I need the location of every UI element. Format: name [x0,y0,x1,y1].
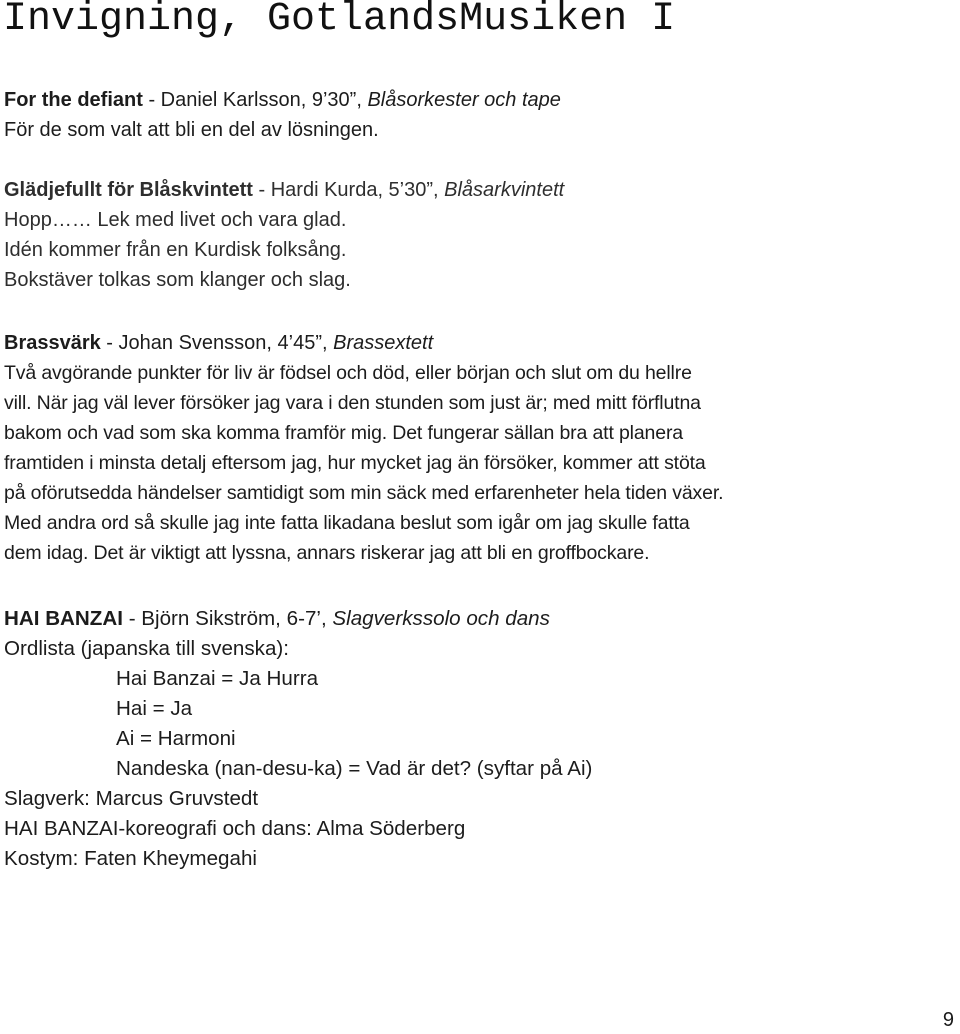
glossary-entry: Hai Banzai = Ja Hurra [116,667,319,690]
piece-description-line: För de som valt att bli en del av lösningen. [4,119,379,141]
piece-heading [4,328,956,358]
piece-description-line: på oförutsedda händelser samtidigt som min säck med erfarenheter hela tiden växer. [4,482,724,504]
piece-heading [4,85,956,115]
credit-line: Slagverk: Marcus Gruvstedt [4,787,259,810]
piece-heading [4,175,956,205]
piece-details: Daniel Karlsson, 9’30”, [160,89,368,111]
piece-name: Glädjefullt för Blåskvintett [4,179,253,201]
credit-line: Kostym: Faten Kheymegahi [4,847,257,870]
glossary-entry: Ai = Harmoni [116,727,236,750]
piece-for-the-defiant [4,85,956,145]
piece-separator: - [252,179,271,201]
piece-description-line: vill. När jag väl lever försöker jag vara i den stunden som just är; med mitt förflutna [4,392,701,414]
glossary-heading: Ordlista (japanska till svenska): [4,637,289,660]
glossary-entry: Nandeska (nan-desu-ka) = Vad är det? (syftar på Ai) [116,757,593,780]
piece-description-line: Bokstäver tolkas som klanger och slag. [4,269,351,291]
piece-separator: - [122,607,142,630]
piece-description-line: framtiden i minsta detalj eftersom jag, hur mycket jag än försöker, kommer att stöta [4,452,706,474]
piece-instrumentation: Blåsarkvintett [444,179,565,201]
piece-name: For the defiant [4,89,143,111]
piece-details: Johan Svensson, 4’45”, [118,332,334,354]
piece-brassvark [4,328,956,568]
piece-instrumentation: Brassextett [333,332,434,354]
page-number: 9 [942,1009,954,1031]
piece-instrumentation: Blåsorkester och tape [367,89,561,111]
piece-separator: - [100,332,119,354]
piece-details: Hardi Kurda, 5’30”, [270,179,445,201]
piece-description-line: bakom och vad som ska komma framför mig. Det fungerar sällan bra att planera [4,422,683,444]
piece-details: Björn Sikström, 6-7’, [141,607,333,630]
page-title: Invigning, GotlandsMusiken I [3,0,676,42]
piece-heading [4,604,956,634]
piece-separator: - [142,89,161,111]
piece-gladjefullt [4,175,956,295]
piece-description-line: dem idag. Det är viktigt att lyssna, annars riskerar jag att bli en groffbockare. [4,542,650,564]
piece-description-line: Hopp…… Lek med livet och vara glad. [4,209,347,231]
piece-name: HAI BANZAI [4,607,123,630]
piece-hai-banzai [4,604,956,874]
piece-description-line: Två avgörande punkter för liv är födsel och död, eller början och slut om du hellre [4,362,692,384]
piece-description-line: Med andra ord så skulle jag inte fatta likadana beslut som igår om jag skulle fatta [4,512,690,534]
piece-description-line: Idén kommer från en Kurdisk folksång. [4,239,347,261]
credit-line: HAI BANZAI-koreografi och dans: Alma Söderberg [4,817,466,840]
piece-name: Brassvärk [4,332,101,354]
glossary-entry: Hai = Ja [116,697,193,720]
piece-instrumentation: Slagverkssolo och dans [332,607,550,630]
